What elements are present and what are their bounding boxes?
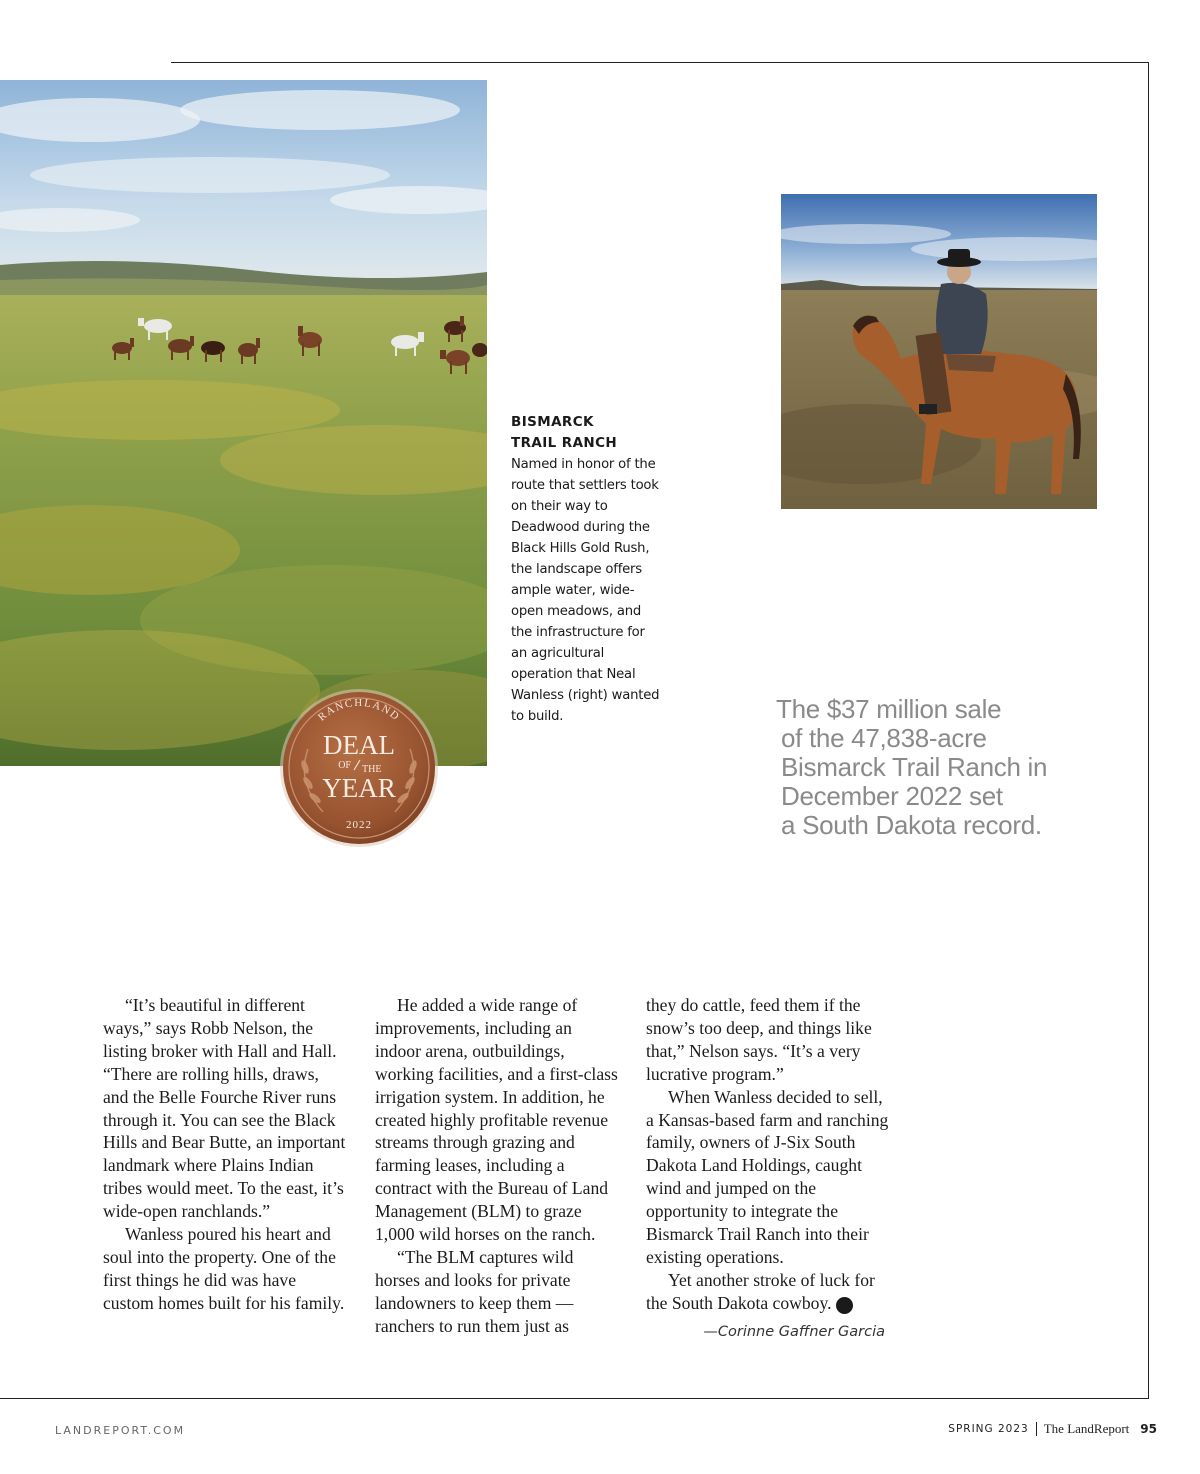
badge-top-text: RANCHLAND: [315, 697, 403, 724]
pull-quote-line: December 2022 set: [781, 781, 1003, 811]
pull-quote-line: of the 47,838-acre: [781, 723, 987, 753]
article-paragraph: “The BLM captures wild horses and looks for private landowners to keep them — ranchers to run them just as: [375, 1246, 574, 1336]
footer-issue: SPRING 2023: [948, 1423, 1029, 1435]
photo-caption: [511, 412, 661, 727]
article-column-2: [375, 994, 620, 1338]
rider-on-horse-photo: [781, 194, 1097, 509]
pull-quote-line: The $37 million sale: [776, 694, 1002, 724]
footer-magazine-name: The LandReport: [1043, 1421, 1130, 1436]
article-paragraph: they do cattle, feed them if the snow’s too deep, and things like that,” Nelson says. “It’s a very lucrative program.”: [646, 995, 872, 1084]
footer-website: LANDREPORT.COM: [55, 1424, 186, 1437]
badge-the-text: THE: [362, 764, 382, 775]
caption-title-line2: TRAIL RANCH: [511, 435, 618, 451]
article-paragraph: He added a wide range of improvements, including an indoor arena, outbuildings, working facilities, and a first-class irrigation system. In addition, he created highly profitable revenue streams through grazing and farming leases, including a contract with the Bureau of Land Management (BLM) to graze 1,000 wild horses on the ranch.: [375, 995, 618, 1245]
footer-divider: [1036, 1422, 1037, 1436]
frame-top-rule: [171, 62, 1149, 63]
deal-of-the-year-badge: [278, 687, 440, 849]
article-column-3: [646, 994, 891, 1344]
badge-of-text: OF: [338, 760, 351, 771]
caption-body: Named in honor of the route that settlers took on their way to Deadwood during the Black Hills Gold Rush, the landscape offers ample water, wide-open meadows, and the infrastructure for an agricultural operation that Neal Wanless (right) wanted to build.: [511, 457, 660, 724]
badge-deal-text: DEAL: [323, 730, 395, 760]
article-paragraph: Wanless poured his heart and soul into the property. One of the first things he did was have custom homes built for his family.: [103, 1224, 345, 1313]
badge-year-text: YEAR: [322, 773, 396, 803]
article-column-1: [103, 994, 348, 1315]
article-paragraph-text: Yet another stroke of luck for the South Dakota cowboy.: [646, 1269, 875, 1313]
caption-title-line1: BISMARCK: [511, 414, 594, 430]
article-final-paragraph: [646, 1269, 891, 1315]
footer-page-number: 95: [1140, 1422, 1157, 1436]
pull-quote-line: Bismarck Trail Ranch in: [781, 752, 1048, 782]
article-paragraph: “It’s beautiful in different ways,” says Robb Nelson, the listing broker with Hall and Hall. “There are rolling hills, draws, and the Belle Fourche River runs through it. You can see the Black Hills and Bear Butte, an important landmark where Plains Indian tribes would meet. To the east, it’s wide-open ranchlands.”: [103, 995, 346, 1222]
pull-quote-line: a South Dakota record.: [781, 810, 1042, 840]
frame-bottom-rule: [0, 1398, 1149, 1399]
end-mark-icon: LR: [836, 1297, 853, 1314]
article-paragraph: When Wanless decided to sell, a Kansas-based farm and ranching family, owners of J-Six South Dakota Land Holdings, caught wind and jumped on the opportunity to integrate the Bismarck Trail Ranch into their existing operations.: [646, 1086, 889, 1267]
horses-meadow-photo: [0, 80, 487, 766]
pull-quote: [776, 695, 1066, 840]
author-byline: —Corinne Gaffner Garcia: [703, 1323, 885, 1340]
badge-date-text: 2022: [346, 819, 372, 831]
footer-folio: [948, 1421, 1157, 1437]
frame-right-rule: [1148, 62, 1149, 1399]
